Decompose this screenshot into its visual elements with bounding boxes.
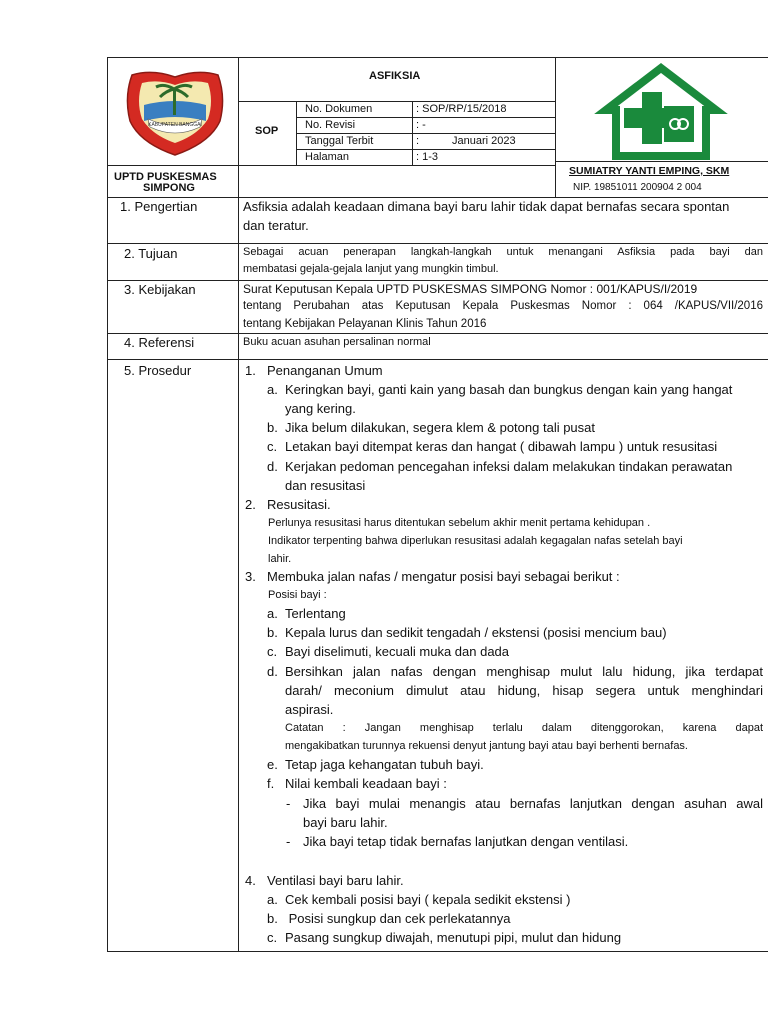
field-label-tanggal-terbit: Tanggal Terbit xyxy=(305,135,374,147)
prosedur-3f-dash2-text: Jika bayi tetap tidak bernafas lanjutkan dengan ventilasi. xyxy=(303,834,629,849)
prosedur-1a-line1: Keringkan bayi, ganti kain yang basah dan bungkus dengan kain yang hangat xyxy=(285,382,733,397)
label-referensi: 4. Referensi xyxy=(124,335,195,350)
prosedur-3d-line2: darah/ meconium dimulut atau hidung, hisap segera untuk menghindari xyxy=(285,683,763,698)
kebijakan-line3: tentang Kebijakan Pelayanan Klinis Tahun 2016 xyxy=(243,318,487,330)
org-name-line1: UPTD PUSKESMAS xyxy=(114,171,217,183)
puskesmas-logo xyxy=(602,66,720,158)
seal-caption: KABUPATEN BANGGAI xyxy=(148,122,202,128)
prosedur-1b-marker: b. xyxy=(267,420,278,435)
prosedur-1d-line1: Kerjakan pedoman pencegahan infeksi dalam melakukan tindakan perawatan xyxy=(285,459,733,474)
referensi-line1: Buku acuan asuhan persalinan normal xyxy=(243,336,431,348)
prosedur-1d-line2: dan resusitasi xyxy=(285,478,366,493)
prosedur-4a-text: Cek kembali posisi bayi ( kepala sedikit ekstensi ) xyxy=(285,892,571,907)
prosedur-3f-dash1-line2: bayi baru lahir. xyxy=(303,815,388,830)
field-label-halaman: Halaman xyxy=(305,151,350,163)
field-value-no-dokumen: : SOP/RP/15/2018 xyxy=(416,103,507,115)
pengertian-line1: Asfiksia adalah keadaan dimana bayi baru lahir tidak dapat bernafas secara spontan xyxy=(243,199,730,214)
prosedur-3f-dash2-marker: - xyxy=(286,834,291,849)
prosedur-1-number: 1. xyxy=(245,363,256,378)
tujuan-line1: Sebagai acuan penerapan langkah-langkah untuk menangani Asfiksia pada bayi dan xyxy=(243,246,763,258)
prosedur-2-title: Resusitasi. xyxy=(267,497,331,512)
prosedur-4-number: 4. xyxy=(245,873,256,888)
prosedur-1b-text: Jika belum dilakukan, segera klem & potong tali pusat xyxy=(285,420,596,435)
prosedur-3f-text: Nilai kembali keadaan bayi : xyxy=(285,776,447,791)
prosedur-3-catatan2: mengakibatkan turunnya rekuensi denyut jantung bayi atau bayi berhenti bernafas. xyxy=(285,740,688,752)
prosedur-2-para1: Perlunya resusitasi harus ditentukan sebelum akhir menit pertama kehidupan . xyxy=(268,517,651,529)
prosedur-2-number: 2. xyxy=(245,497,256,512)
field-label-no-dokumen: No. Dokumen xyxy=(305,103,373,115)
prosedur-3e-text: Tetap jaga kehangatan tubuh bayi. xyxy=(285,757,484,772)
prosedur-3-number: 3. xyxy=(245,569,256,584)
label-prosedur: 5. Prosedur xyxy=(124,363,192,378)
prosedur-4c-marker: c. xyxy=(267,930,278,945)
prosedur-4b-text: Posisi sungkup dan cek perlekatannya xyxy=(285,911,511,926)
prosedur-1c-text: Letakan bayi ditempat keras dan hangat ( dibawah lampu ) untuk resusitasi xyxy=(285,439,718,454)
prosedur-3d-line1: Bersihkan jalan nafas dengan menghisap mulut lalu hidung, jika terdapat xyxy=(285,664,763,679)
prosedur-3f-dash1-line1: Jika bayi mulai menangis atau bernafas lanjutkan dengan asuhan awal xyxy=(303,796,763,811)
prosedur-3f-marker: f. xyxy=(267,776,275,791)
prosedur-2-para2: Indikator terpenting bahwa diperlukan resusitasi adalah kegagalan nafas setelah bayi xyxy=(268,535,683,547)
signatory-nip: NIP. 19851011 200904 2 004 xyxy=(573,182,702,193)
prosedur-1-title: Penanganan Umum xyxy=(267,363,383,378)
prosedur-3c-text: Bayi diselimuti, kecuali muka dan dada xyxy=(285,644,510,659)
document-title: ASFIKSIA xyxy=(369,70,421,82)
kebijakan-line1: Surat Keputusan Kepala UPTD PUSKESMAS SIMPONG Nomor : 001/KAPUS/I/2019 xyxy=(243,282,698,296)
prosedur-4-title: Ventilasi bayi baru lahir. xyxy=(267,873,404,888)
kebijakan-line2: tentang Perubahan atas Keputusan Kepala Puskesmas Nomor : 064 /KAPUS/VII/2016 xyxy=(243,300,763,312)
prosedur-1a-line2: yang kering. xyxy=(285,401,356,416)
prosedur-3-title: Membuka jalan nafas / mengatur posisi bayi sebagai berikut : xyxy=(267,569,620,584)
signatory-name: SUMIATRY YANTI EMPING, SKM xyxy=(569,165,730,177)
field-label-no-revisi: No. Revisi xyxy=(305,119,356,131)
field-value-halaman: : 1-3 xyxy=(416,151,439,163)
prosedur-3-posisi: Posisi bayi : xyxy=(268,589,327,601)
prosedur-4b-marker: b. xyxy=(267,911,278,926)
prosedur-3a-text: Terlentang xyxy=(285,606,346,621)
regency-seal-logo xyxy=(122,69,228,157)
prosedur-1c-marker: c. xyxy=(267,439,278,454)
prosedur-3-catatan1: Catatan : Jangan menghisap terlalu dalam ditenggorokan, karena dapat xyxy=(285,722,763,734)
prosedur-2-para3: lahir. xyxy=(268,553,292,565)
tujuan-line2: membatasi gejala-gejala lanjut yang mungkin timbul. xyxy=(243,263,499,275)
field-value-no-revisi: : - xyxy=(416,119,426,131)
prosedur-3b-marker: b. xyxy=(267,625,278,640)
prosedur-3e-marker: e. xyxy=(267,757,278,772)
prosedur-3f-dash1-marker: - xyxy=(286,796,291,811)
org-name-line2: SIMPONG xyxy=(143,182,195,194)
field-value-tanggal-colon: : xyxy=(416,135,420,147)
field-value-tanggal-terbit: Januari 2023 xyxy=(452,135,516,147)
prosedur-3d-line3: aspirasi. xyxy=(285,702,334,717)
prosedur-4c-text: Pasang sungkup diwajah, menutupi pipi, mulut dan hidung xyxy=(285,930,622,945)
label-pengertian: 1. Pengertian xyxy=(120,199,198,214)
prosedur-4a-marker: a. xyxy=(267,892,278,907)
sop-label: SOP xyxy=(255,125,279,137)
prosedur-1a-marker: a. xyxy=(267,382,278,397)
label-kebijakan: 3. Kebijakan xyxy=(124,282,196,297)
prosedur-3d-marker: d. xyxy=(267,664,278,679)
prosedur-1d-marker: d. xyxy=(267,459,278,474)
prosedur-3b-text: Kepala lurus dan sedikit tengadah / ekstensi (posisi mencium bau) xyxy=(285,625,667,640)
prosedur-3c-marker: c. xyxy=(267,644,278,659)
label-tujuan: 2. Tujuan xyxy=(124,246,178,261)
pengertian-line2: dan teratur. xyxy=(243,218,309,233)
prosedur-3a-marker: a. xyxy=(267,606,278,621)
